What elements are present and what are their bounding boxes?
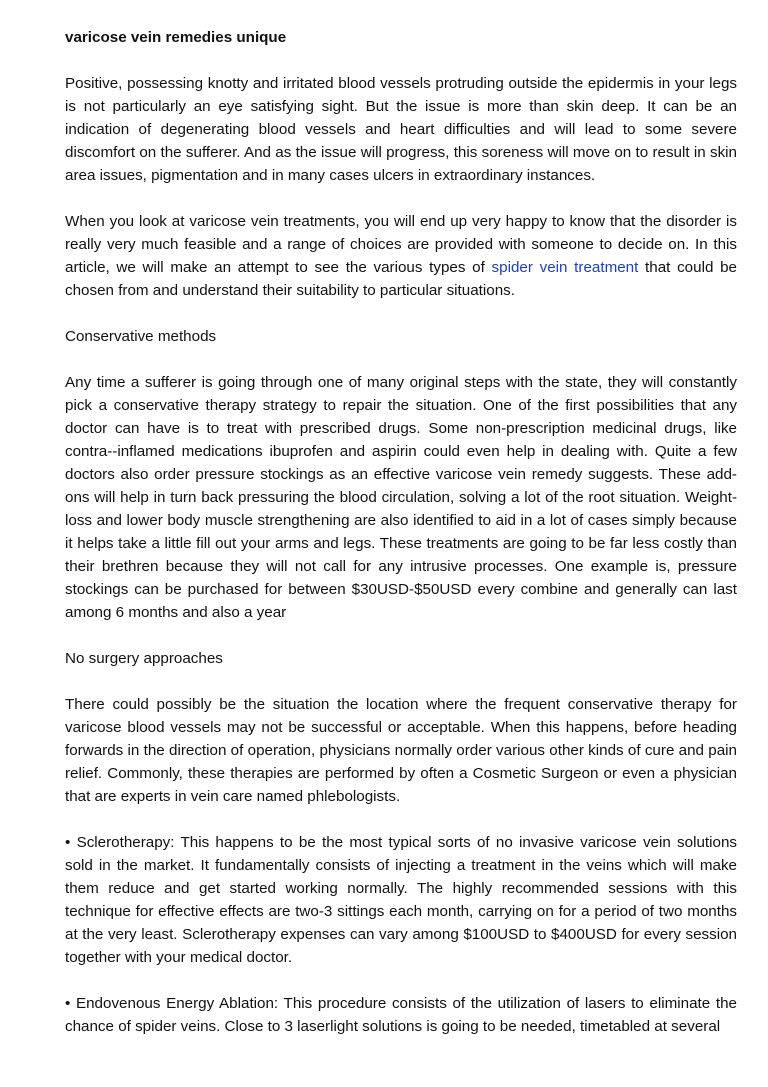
list-item-endovenous-ablation: • Endovenous Energy Ablation: This procedure consists of the utilization of lasers to eliminate the chance of spider veins. Close to 3 laserlight solutions is going to be needed, timetabled at several xyxy=(65,995,737,1035)
paragraph-treatments-text-end: that could be chosen from and understand their suitability to particular situations. xyxy=(65,259,737,299)
document-page xyxy=(65,26,737,1038)
paragraph-treatments-text-start: When you look at varicose vein treatments, you will end up very happy to know that the disorder is really very much feasible and a range of choices are provided with someone to decide on. In this article, we will make an attempt to see the various types of xyxy=(65,213,737,276)
paragraph-no-surgery: There could possibly be the situation the location where the frequent conservative therapy for varicose blood vessels may not be successful or acceptable. When this happens, before heading forwards in the direction of operation, physicians normally order various other kinds of cure and pain relief. Commonly, these therapies are performed by often a Cosmetic Surgeon or even a physician that are experts in vein care named phlebologists. xyxy=(65,696,737,805)
document-title: varicose vein remedies unique xyxy=(65,29,287,46)
list-item-sclerotherapy: • Sclerotherapy: This happens to be the most typical sorts of no invasive varicose vein solutions sold in the market. It fundamentally consists of injecting a treatment in the veins which will make them reduce and get started working normally. The highly recommended sessions with this technique for effective effects are two-3 sittings each month, carrying on for a period of two months at the very least. Sclerotherapy expenses can vary among $100USD to $400USD for every session together with your medical doctor. xyxy=(65,834,737,966)
spider-vein-treatment-link[interactable]: spider vein treatment xyxy=(491,259,639,276)
paragraph-intro: Positive, possessing knotty and irritated blood vessels protruding outside the epidermis in your legs is not particularly an eye satisfying sight. But the issue is more than skin deep. It can be an indication of degenerating blood vessels and heart difficulties and will lead to some severe discomfort on the sufferer. And as the issue will progress, this soreness will move on to result in skin area issues, pigmentation and in many cases ulcers in extraordinary instances. xyxy=(65,75,737,184)
paragraph-conservative: Any time a sufferer is going through one of many original steps with the state, they will constantly pick a conservative therapy strategy to repair the situation. One of the first possibilities that any doctor can have is to treat with prescribed drugs. Some non-prescription medicinal drugs, like contra--inflamed medications ibuprofen and aspirin could even help in dealing with. Quite a few doctors also order pressure stockings as an effective varicose vein remedy suggests. These add-ons will help in turn back pressuring the blood circulation, solving a lot of the root situation. Weight-loss and lower body muscle strengthening are also identified to aid in a lot of cases simply because it helps take a little fill out your arms and legs. These treatments are going to be far less costly than their brethren because they will not call for any intrusive processes. One example is, pressure stockings can be purchased for between $30USD-$50USD every combine and generally can last among 6 months and also a year xyxy=(65,374,737,621)
section-heading-no-surgery: No surgery approaches xyxy=(65,650,223,667)
paragraph-treatments xyxy=(65,210,737,302)
section-heading-conservative: Conservative methods xyxy=(65,328,217,345)
